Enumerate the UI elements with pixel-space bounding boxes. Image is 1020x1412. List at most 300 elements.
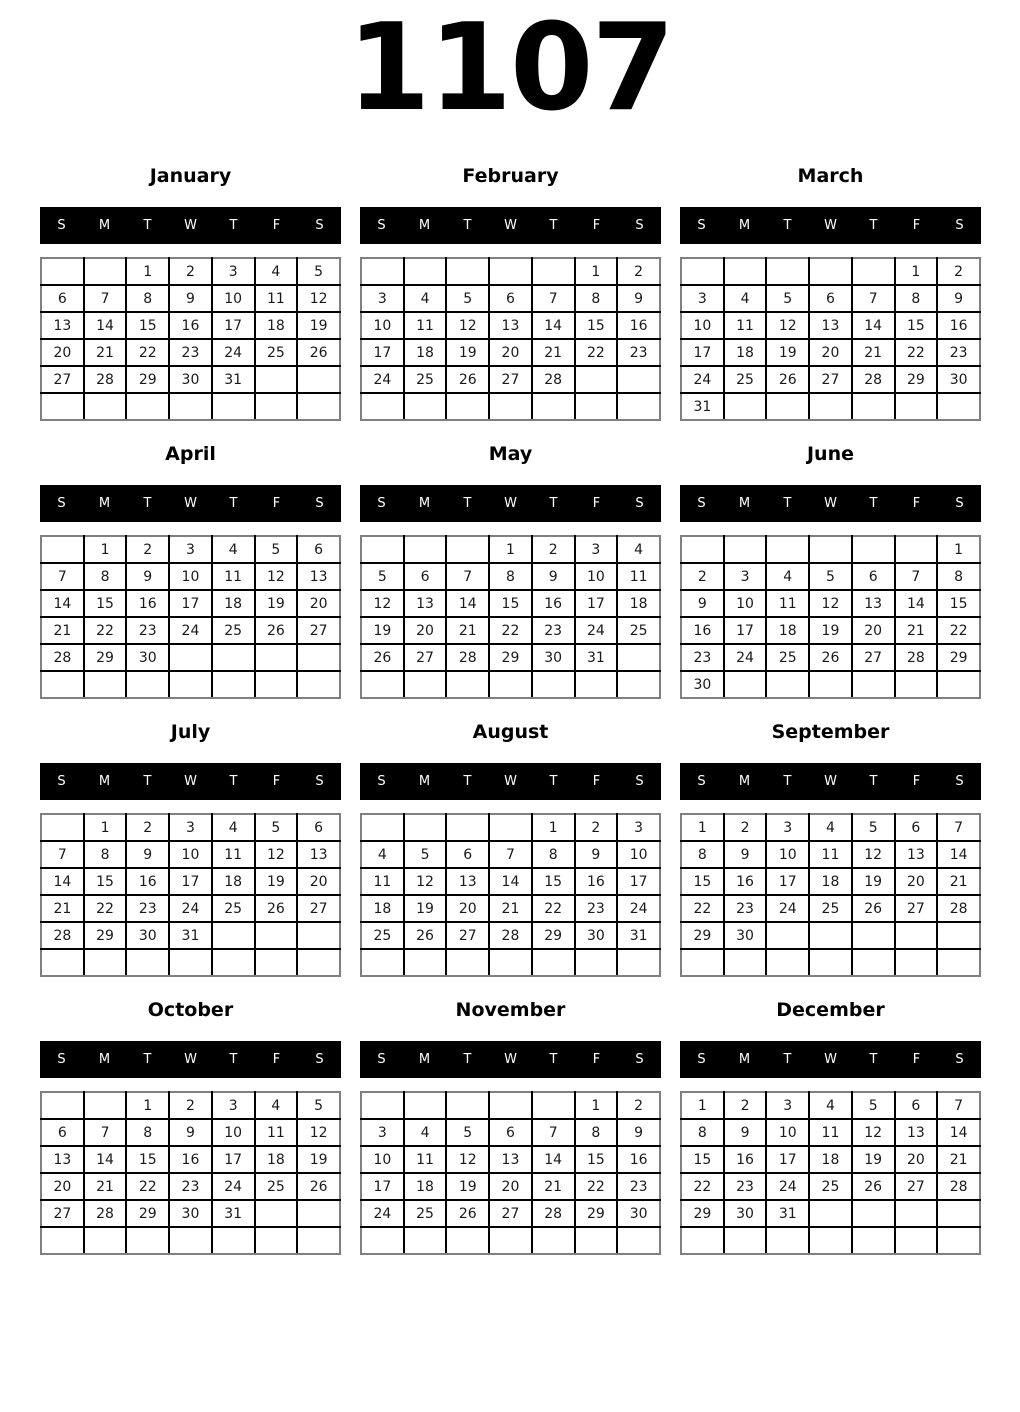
day-cell: 1 xyxy=(575,258,618,285)
day-cell: 4 xyxy=(617,536,660,563)
day-cell: 27 xyxy=(41,1200,84,1227)
day-cell xyxy=(895,671,938,698)
day-cell xyxy=(809,1200,852,1227)
day-cell: 24 xyxy=(361,1200,404,1227)
weekday-label: M xyxy=(738,774,751,789)
weekday-bar xyxy=(360,485,661,522)
weekday-label: W xyxy=(824,774,837,789)
day-cell: 4 xyxy=(809,1092,852,1119)
week-row xyxy=(41,671,340,698)
week-row xyxy=(681,814,980,841)
day-cell: 16 xyxy=(937,312,980,339)
day-cell: 12 xyxy=(297,285,340,312)
day-cell: 13 xyxy=(41,1146,84,1173)
day-cell xyxy=(724,536,767,563)
day-cell: 10 xyxy=(681,312,724,339)
day-cell xyxy=(809,922,852,949)
day-cell: 31 xyxy=(617,922,660,949)
day-cell xyxy=(361,671,404,698)
weekday-label: W xyxy=(504,1052,517,1067)
day-cell: 23 xyxy=(169,1173,212,1200)
day-cell: 5 xyxy=(446,1119,489,1146)
day-cell: 9 xyxy=(724,841,767,868)
week-row xyxy=(681,339,980,366)
day-cell: 12 xyxy=(255,563,298,590)
day-cell xyxy=(404,1092,447,1119)
day-cell xyxy=(575,393,618,420)
day-cell xyxy=(575,949,618,976)
day-cell: 19 xyxy=(404,895,447,922)
day-cell xyxy=(255,1227,298,1254)
day-cell: 23 xyxy=(724,895,767,922)
day-cell: 2 xyxy=(724,1092,767,1119)
day-cell: 15 xyxy=(489,590,532,617)
day-cell: 11 xyxy=(404,312,447,339)
day-cell xyxy=(532,949,575,976)
day-cell: 3 xyxy=(169,814,212,841)
week-row xyxy=(361,841,660,868)
day-cell: 6 xyxy=(297,536,340,563)
day-cell: 2 xyxy=(169,258,212,285)
week-row xyxy=(41,922,340,949)
week-row xyxy=(681,366,980,393)
week-row xyxy=(41,1173,340,1200)
calendar-table xyxy=(40,1091,341,1255)
calendar-table xyxy=(680,1091,981,1255)
day-cell: 28 xyxy=(489,922,532,949)
day-cell: 22 xyxy=(489,617,532,644)
day-cell xyxy=(255,922,298,949)
weekday-label: T xyxy=(869,496,878,511)
weekday-label: W xyxy=(184,218,197,233)
day-cell: 13 xyxy=(895,841,938,868)
day-cell xyxy=(297,1227,340,1254)
day-cell: 28 xyxy=(532,366,575,393)
day-cell: 10 xyxy=(724,590,767,617)
day-cell: 14 xyxy=(532,1146,575,1173)
day-cell xyxy=(297,671,340,698)
day-cell: 20 xyxy=(297,590,340,617)
day-cell: 10 xyxy=(361,312,404,339)
day-cell: 30 xyxy=(532,644,575,671)
week-row xyxy=(681,895,980,922)
day-cell xyxy=(532,393,575,420)
day-cell xyxy=(84,1227,127,1254)
day-cell xyxy=(895,949,938,976)
week-row xyxy=(361,671,660,698)
day-cell: 9 xyxy=(532,563,575,590)
week-row xyxy=(41,366,340,393)
day-cell: 4 xyxy=(361,841,404,868)
week-row xyxy=(361,590,660,617)
weekday-bar xyxy=(40,207,341,244)
day-cell: 10 xyxy=(212,1119,255,1146)
day-cell: 17 xyxy=(724,617,767,644)
day-cell xyxy=(852,1200,895,1227)
day-cell xyxy=(766,393,809,420)
month-june xyxy=(680,432,981,699)
day-cell: 7 xyxy=(84,1119,127,1146)
day-cell: 30 xyxy=(724,922,767,949)
day-cell: 3 xyxy=(212,258,255,285)
week-row xyxy=(41,949,340,976)
day-cell: 9 xyxy=(937,285,980,312)
day-cell xyxy=(84,393,127,420)
day-cell: 14 xyxy=(41,590,84,617)
day-cell: 15 xyxy=(84,590,127,617)
day-cell xyxy=(361,814,404,841)
weekday-label: W xyxy=(184,774,197,789)
weekday-label: W xyxy=(504,774,517,789)
day-cell xyxy=(809,258,852,285)
weekday-label: S xyxy=(955,218,964,233)
day-cell: 2 xyxy=(169,1092,212,1119)
month-february xyxy=(360,154,661,421)
day-cell: 28 xyxy=(41,644,84,671)
week-row xyxy=(41,563,340,590)
day-cell: 27 xyxy=(895,1173,938,1200)
day-cell xyxy=(852,536,895,563)
day-cell: 24 xyxy=(617,895,660,922)
day-cell xyxy=(212,922,255,949)
day-cell: 2 xyxy=(617,1092,660,1119)
month-january xyxy=(40,154,341,421)
week-row xyxy=(681,841,980,868)
day-cell: 10 xyxy=(361,1146,404,1173)
day-cell xyxy=(489,1092,532,1119)
day-cell: 19 xyxy=(361,617,404,644)
day-cell: 18 xyxy=(361,895,404,922)
day-cell xyxy=(852,1227,895,1254)
day-cell: 28 xyxy=(446,644,489,671)
month-july xyxy=(40,710,341,977)
day-cell: 13 xyxy=(446,868,489,895)
weekday-label: S xyxy=(377,774,386,789)
day-cell xyxy=(617,366,660,393)
day-cell: 29 xyxy=(532,922,575,949)
day-cell: 21 xyxy=(895,617,938,644)
day-cell: 21 xyxy=(84,339,127,366)
day-cell: 16 xyxy=(169,312,212,339)
day-cell: 25 xyxy=(809,1173,852,1200)
day-cell: 30 xyxy=(724,1200,767,1227)
day-cell: 2 xyxy=(126,536,169,563)
day-cell: 12 xyxy=(404,868,447,895)
day-cell: 3 xyxy=(681,285,724,312)
day-cell: 7 xyxy=(41,841,84,868)
week-row xyxy=(681,1092,980,1119)
day-cell xyxy=(404,393,447,420)
day-cell xyxy=(937,949,980,976)
day-cell xyxy=(361,393,404,420)
day-cell: 27 xyxy=(895,895,938,922)
weekday-bar xyxy=(360,1041,661,1078)
day-cell: 4 xyxy=(766,563,809,590)
day-cell xyxy=(212,671,255,698)
week-row xyxy=(41,841,340,868)
day-cell: 11 xyxy=(212,841,255,868)
day-cell: 23 xyxy=(575,895,618,922)
day-cell xyxy=(361,949,404,976)
weekday-label: S xyxy=(955,774,964,789)
day-cell: 25 xyxy=(404,1200,447,1227)
day-cell: 12 xyxy=(361,590,404,617)
day-cell xyxy=(297,393,340,420)
day-cell xyxy=(297,922,340,949)
weekday-label: S xyxy=(635,496,644,511)
day-cell xyxy=(852,922,895,949)
weekday-label: S xyxy=(57,774,66,789)
day-cell: 30 xyxy=(937,366,980,393)
day-cell: 4 xyxy=(255,258,298,285)
day-cell: 22 xyxy=(126,339,169,366)
day-cell xyxy=(297,949,340,976)
day-cell: 31 xyxy=(575,644,618,671)
weekday-label: T xyxy=(229,496,238,511)
day-cell: 18 xyxy=(766,617,809,644)
day-cell: 9 xyxy=(617,285,660,312)
day-cell: 16 xyxy=(617,1146,660,1173)
day-cell: 5 xyxy=(446,285,489,312)
day-cell: 20 xyxy=(41,339,84,366)
day-cell: 14 xyxy=(446,590,489,617)
day-cell xyxy=(575,671,618,698)
weekday-bar xyxy=(680,485,981,522)
calendar-table xyxy=(40,257,341,421)
week-row xyxy=(681,671,980,698)
weekday-label: F xyxy=(592,496,601,511)
day-cell: 16 xyxy=(575,868,618,895)
week-row xyxy=(681,1227,980,1254)
month-title: November xyxy=(455,999,566,1021)
day-cell: 13 xyxy=(852,590,895,617)
day-cell: 22 xyxy=(126,1173,169,1200)
day-cell: 1 xyxy=(895,258,938,285)
month-title: October xyxy=(147,999,234,1021)
weekday-bar xyxy=(40,1041,341,1078)
day-cell: 3 xyxy=(766,814,809,841)
day-cell: 28 xyxy=(41,922,84,949)
day-cell: 31 xyxy=(212,366,255,393)
day-cell: 1 xyxy=(489,536,532,563)
day-cell: 30 xyxy=(617,1200,660,1227)
day-cell: 25 xyxy=(404,366,447,393)
day-cell: 8 xyxy=(895,285,938,312)
weekday-label: W xyxy=(824,1052,837,1067)
day-cell xyxy=(169,949,212,976)
weekday-label: T xyxy=(463,774,472,789)
week-row xyxy=(361,1119,660,1146)
month-title: January xyxy=(149,165,232,187)
day-cell xyxy=(212,644,255,671)
day-cell: 21 xyxy=(532,339,575,366)
day-cell: 25 xyxy=(361,922,404,949)
calendar-table xyxy=(40,813,341,977)
day-cell: 9 xyxy=(169,1119,212,1146)
day-cell xyxy=(724,258,767,285)
day-cell: 5 xyxy=(809,563,852,590)
day-cell: 11 xyxy=(212,563,255,590)
weekday-label: T xyxy=(229,1052,238,1067)
week-row xyxy=(41,258,340,285)
day-cell xyxy=(575,1227,618,1254)
day-cell: 23 xyxy=(617,1173,660,1200)
day-cell: 19 xyxy=(809,617,852,644)
week-row xyxy=(361,563,660,590)
day-cell xyxy=(212,1227,255,1254)
day-cell xyxy=(724,671,767,698)
weekday-label: W xyxy=(504,496,517,511)
day-cell: 14 xyxy=(532,312,575,339)
month-title: August xyxy=(472,721,549,743)
day-cell: 15 xyxy=(126,312,169,339)
day-cell: 26 xyxy=(766,366,809,393)
day-cell: 4 xyxy=(724,285,767,312)
week-row xyxy=(41,868,340,895)
day-cell: 12 xyxy=(255,841,298,868)
day-cell xyxy=(404,814,447,841)
day-cell: 27 xyxy=(297,617,340,644)
day-cell: 30 xyxy=(126,644,169,671)
day-cell: 21 xyxy=(489,895,532,922)
day-cell: 22 xyxy=(575,1173,618,1200)
day-cell xyxy=(852,393,895,420)
day-cell: 7 xyxy=(446,563,489,590)
day-cell: 13 xyxy=(41,312,84,339)
day-cell: 7 xyxy=(937,814,980,841)
day-cell: 19 xyxy=(297,312,340,339)
weekday-label: S xyxy=(697,774,706,789)
weekday-label: T xyxy=(869,774,878,789)
day-cell: 21 xyxy=(41,895,84,922)
day-cell: 10 xyxy=(212,285,255,312)
weekday-label: T xyxy=(783,774,792,789)
weekday-label: S xyxy=(377,1052,386,1067)
day-cell: 26 xyxy=(255,617,298,644)
month-title: July xyxy=(170,721,211,743)
weekday-label: S xyxy=(377,218,386,233)
week-row xyxy=(681,1200,980,1227)
day-cell xyxy=(895,922,938,949)
day-cell: 11 xyxy=(255,285,298,312)
day-cell xyxy=(84,258,127,285)
day-cell: 18 xyxy=(724,339,767,366)
day-cell: 30 xyxy=(575,922,618,949)
day-cell: 5 xyxy=(766,285,809,312)
day-cell: 1 xyxy=(681,1092,724,1119)
day-cell xyxy=(41,814,84,841)
day-cell: 29 xyxy=(681,922,724,949)
day-cell: 23 xyxy=(617,339,660,366)
day-cell: 6 xyxy=(41,1119,84,1146)
day-cell: 20 xyxy=(297,868,340,895)
weekday-label: W xyxy=(184,1052,197,1067)
day-cell: 6 xyxy=(404,563,447,590)
day-cell: 27 xyxy=(41,366,84,393)
day-cell xyxy=(404,1227,447,1254)
weekday-label: T xyxy=(549,496,558,511)
weekday-bar xyxy=(40,485,341,522)
weekday-label: F xyxy=(592,218,601,233)
day-cell: 29 xyxy=(575,1200,618,1227)
day-cell: 20 xyxy=(809,339,852,366)
day-cell xyxy=(169,1227,212,1254)
day-cell xyxy=(809,949,852,976)
day-cell: 24 xyxy=(766,895,809,922)
weekday-label: M xyxy=(98,496,111,511)
day-cell: 18 xyxy=(809,868,852,895)
day-cell: 27 xyxy=(297,895,340,922)
day-cell xyxy=(681,536,724,563)
day-cell: 14 xyxy=(41,868,84,895)
day-cell: 8 xyxy=(681,1119,724,1146)
day-cell: 14 xyxy=(937,1119,980,1146)
day-cell: 19 xyxy=(852,868,895,895)
day-cell: 22 xyxy=(84,617,127,644)
week-row xyxy=(41,1227,340,1254)
day-cell: 5 xyxy=(297,1092,340,1119)
weekday-label: S xyxy=(377,496,386,511)
day-cell: 31 xyxy=(169,922,212,949)
calendar-table xyxy=(40,535,341,699)
weekday-label: F xyxy=(272,774,281,789)
week-row xyxy=(681,563,980,590)
weekday-label: F xyxy=(272,218,281,233)
day-cell: 12 xyxy=(297,1119,340,1146)
day-cell: 24 xyxy=(361,366,404,393)
day-cell: 2 xyxy=(724,814,767,841)
day-cell: 17 xyxy=(766,1146,809,1173)
weekday-label: T xyxy=(143,1052,152,1067)
day-cell: 5 xyxy=(361,563,404,590)
day-cell: 24 xyxy=(212,1173,255,1200)
month-september xyxy=(680,710,981,977)
day-cell: 20 xyxy=(489,1173,532,1200)
weekday-label: T xyxy=(229,218,238,233)
weekday-label: S xyxy=(697,496,706,511)
day-cell xyxy=(681,949,724,976)
day-cell xyxy=(809,671,852,698)
month-title: April xyxy=(165,443,216,465)
weekday-label: M xyxy=(98,218,111,233)
day-cell: 20 xyxy=(895,868,938,895)
day-cell: 23 xyxy=(724,1173,767,1200)
day-cell: 3 xyxy=(361,285,404,312)
day-cell: 23 xyxy=(681,644,724,671)
day-cell xyxy=(41,393,84,420)
day-cell: 12 xyxy=(446,312,489,339)
calendar-table xyxy=(680,257,981,421)
week-row xyxy=(41,285,340,312)
day-cell: 24 xyxy=(724,644,767,671)
day-cell xyxy=(361,258,404,285)
day-cell: 29 xyxy=(937,644,980,671)
month-title: March xyxy=(797,165,864,187)
weekday-label: F xyxy=(912,1052,921,1067)
month-title: December xyxy=(776,999,885,1021)
day-cell: 25 xyxy=(724,366,767,393)
day-cell: 18 xyxy=(404,1173,447,1200)
day-cell: 9 xyxy=(126,841,169,868)
day-cell: 4 xyxy=(212,814,255,841)
day-cell xyxy=(255,366,298,393)
weekday-bar xyxy=(680,763,981,800)
day-cell: 6 xyxy=(489,285,532,312)
week-row xyxy=(41,1092,340,1119)
weekday-label: M xyxy=(418,1052,431,1067)
day-cell: 27 xyxy=(446,922,489,949)
day-cell: 19 xyxy=(255,868,298,895)
